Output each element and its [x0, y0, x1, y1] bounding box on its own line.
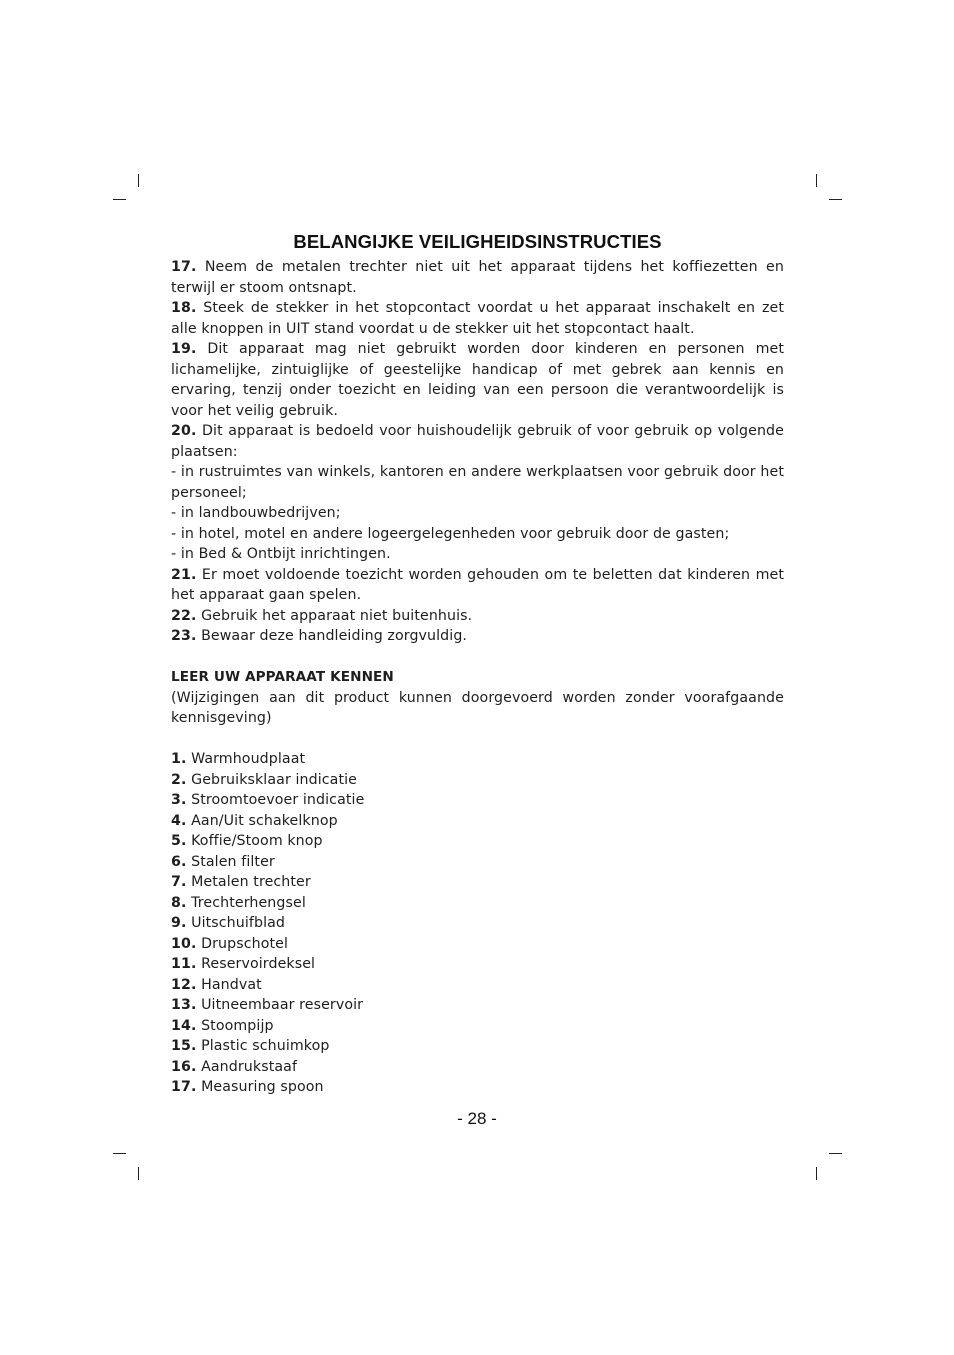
instruction-number: 18. [171, 300, 197, 316]
part-number: 16. [171, 1058, 197, 1075]
instruction-item [171, 626, 784, 647]
part-label: Plastic schuimkop [201, 1038, 330, 1054]
part-item [171, 770, 784, 791]
place-item: - in rustruimtes van winkels, kantoren en andere werkplaatsen voor gebruik door het personeel; [171, 464, 784, 501]
part-number: 7. [171, 874, 187, 890]
part-item [171, 872, 784, 893]
part-label: Measuring spoon [201, 1079, 324, 1095]
instruction-item [171, 606, 784, 627]
part-label: Stoompijp [201, 1017, 274, 1034]
instruction-item [171, 298, 784, 339]
part-item [171, 934, 784, 955]
instruction-text: Gebruik het apparaat niet buitenhuis. [201, 607, 473, 624]
part-label: Reservoirdeksel [201, 956, 316, 972]
crop-mark [829, 1153, 842, 1154]
part-item [171, 1057, 784, 1078]
part-number: 2. [171, 771, 187, 788]
crop-mark [113, 199, 126, 200]
instruction-item [171, 339, 784, 421]
part-number: 3. [171, 792, 187, 808]
part-label: Handvat [201, 976, 262, 993]
crop-mark [816, 174, 817, 187]
place-item: - in landbouwbedrijven; [171, 505, 341, 521]
know-your-appliance-section [171, 667, 784, 729]
part-label: Gebruiksklaar indicatie [191, 771, 357, 788]
instruction-item [171, 421, 784, 462]
part-number: 1. [171, 751, 187, 767]
instruction-text: Neem de metalen trechter niet uit het apparaat tijdens het koffiezetten en terwijl er stoom ontsnapt. [171, 259, 784, 296]
part-item [171, 975, 784, 996]
part-number: 12. [171, 976, 197, 993]
part-number: 15. [171, 1038, 197, 1054]
part-item [171, 913, 784, 934]
part-item [171, 831, 784, 852]
instruction-number: 21. [171, 566, 197, 583]
part-item [171, 749, 784, 770]
part-label: Uitschuifblad [191, 915, 286, 931]
instruction-item [171, 565, 784, 606]
part-number: 11. [171, 956, 197, 972]
part-number: 13. [171, 997, 197, 1013]
part-label: Aan/Uit schakelknop [191, 812, 338, 829]
instruction-text: Bewaar deze handleiding zorgvuldig. [201, 628, 468, 644]
part-label: Koffie/Stoom knop [191, 833, 323, 849]
place-item: - in Bed & Ontbijt inrichtingen. [171, 546, 391, 562]
instruction-number: 20. [171, 423, 197, 439]
crop-mark [829, 199, 842, 200]
part-item [171, 954, 784, 975]
part-number: 8. [171, 894, 187, 911]
part-number: 10. [171, 935, 197, 952]
crop-mark [138, 174, 139, 187]
page-title: BELANGIJKE VEILIGHEIDSINSTRUCTIES [293, 231, 662, 252]
part-item [171, 1077, 784, 1098]
part-number: 4. [171, 812, 187, 829]
instruction-number: 17. [171, 259, 197, 275]
instruction-number: 19. [171, 341, 197, 357]
place-item: - in hotel, motel en andere logeergelegenheden voor gebruik door de gasten; [171, 525, 730, 542]
instruction-text: Steek de stekker in het stopcontact voordat u het apparaat inschakelt en zet alle knoppen in UIT stand voordat u de stekker uit het stopcontact haalt. [171, 300, 784, 337]
page-content [171, 229, 784, 1098]
crop-mark [816, 1167, 817, 1180]
part-label: Stalen filter [191, 853, 275, 870]
part-label: Stroomtoevoer indicatie [191, 792, 365, 808]
instruction-number: 23. [171, 628, 197, 644]
crop-mark [138, 1167, 139, 1180]
instruction-text: Dit apparaat mag niet gebruikt worden door kinderen en personen met lichamelijke, zintuiglijke of geestelijke handicap of met gebrek aan kennis en ervaring, tenzij onder toezicht en leiding van een persoon die verantwoordelijk is voor het veilig gebruik. [171, 341, 784, 419]
part-number: 6. [171, 853, 187, 870]
part-label: Drupschotel [201, 935, 289, 952]
instruction-item [171, 257, 784, 298]
part-item [171, 893, 784, 914]
part-item [171, 1036, 784, 1057]
instruction-text: Er moet voldoende toezicht worden gehouden om te beletten dat kinderen met het apparaat gaan spelen. [171, 566, 784, 603]
part-number: 17. [171, 1079, 197, 1095]
part-label: Aandrukstaaf [201, 1058, 298, 1075]
part-number: 9. [171, 915, 187, 931]
instruction-number: 22. [171, 607, 197, 624]
part-label: Metalen trechter [191, 874, 311, 890]
parts-list [171, 749, 784, 1098]
part-label: Trechterhengsel [191, 894, 306, 911]
page-number: - 28 - [457, 1109, 497, 1128]
section-heading: LEER UW APPARAAT KENNEN [171, 669, 394, 685]
part-item [171, 790, 784, 811]
section-note: (Wijzigingen aan dit product kunnen doorgevoerd worden zonder voorafgaande kennisgeving) [171, 689, 784, 726]
part-item [171, 852, 784, 873]
part-item [171, 811, 784, 832]
crop-mark [113, 1153, 126, 1154]
part-item [171, 1016, 784, 1037]
part-label: Uitneembaar reservoir [201, 997, 364, 1013]
part-item [171, 995, 784, 1016]
part-number: 5. [171, 833, 187, 849]
safety-instructions [171, 257, 784, 647]
part-number: 14. [171, 1017, 197, 1034]
instruction-text: Dit apparaat is bedoeld voor huishoudelijk gebruik of voor gebruik op volgende plaatsen: [171, 423, 784, 460]
part-label: Warmhoudplaat [191, 751, 306, 767]
